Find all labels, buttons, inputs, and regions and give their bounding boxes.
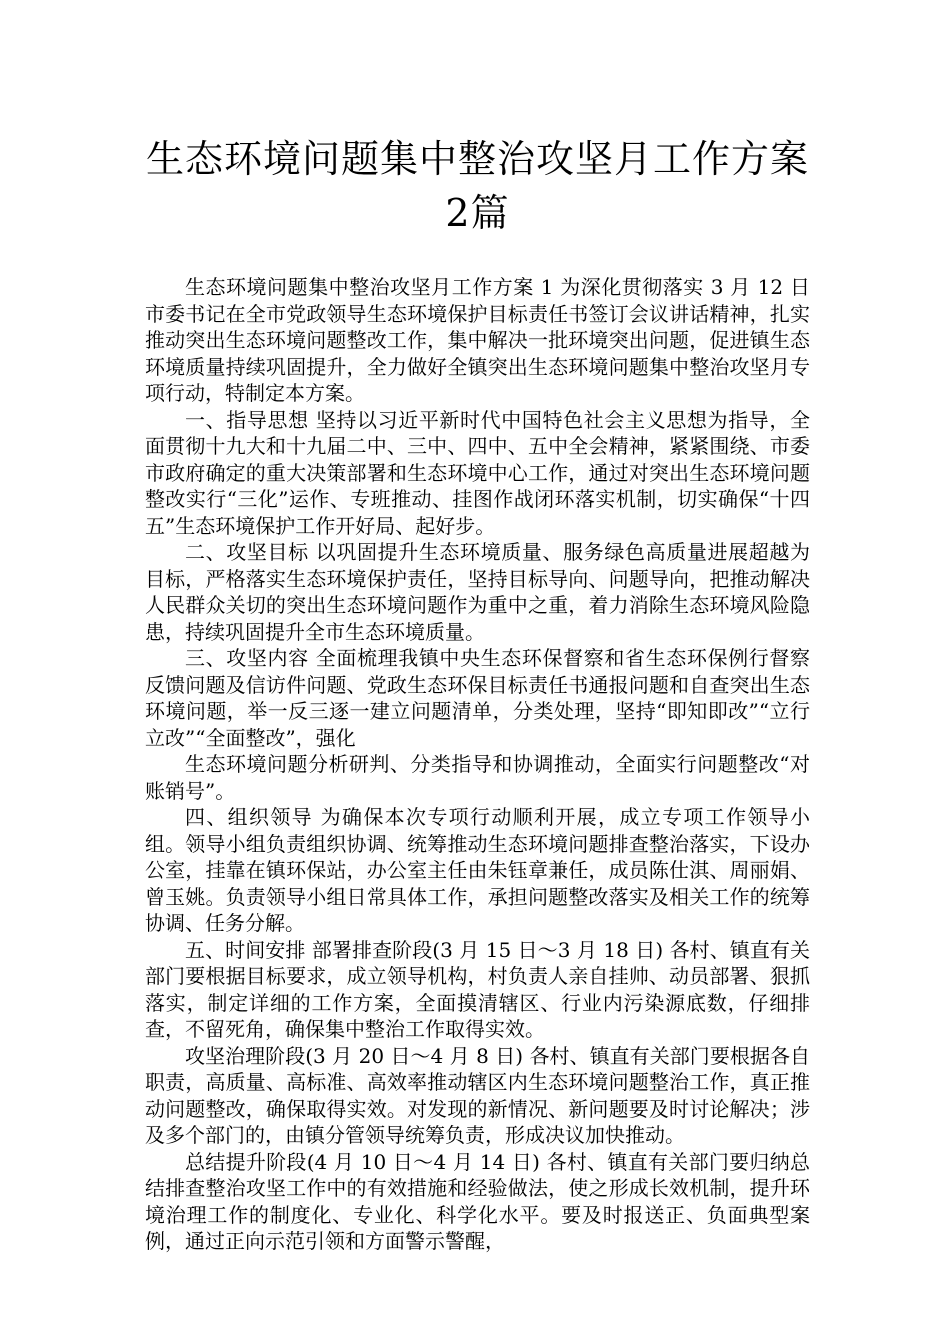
document-body [145, 274, 810, 1255]
paragraph-intro: 生态环境问题集中整治攻坚月工作方案 1 为深化贯彻落实 3 月 12 日市委书记在全市党政领导生态环境保护目标责任书签订会议讲话精神，扎实推动突出生态环境问题整改工作，集中解决一批环境突出问题，促进镇生态环境质量持续巩固提升，全力做好全镇突出生态环境问题集中整治攻坚月专项行动，特制定本方案。 [145, 275, 810, 405]
paragraph-schedule-summary: 总结提升阶段(4 月 10 日～4 月 14 日) 各村、镇直有关部门要归纳总结排查整治攻坚工作中的有效措施和经验做法，使之形成长效机制，提升环境治理工作的制度化、专业化、科学化水平。要及时报送正、负面典型案例，通过正向示范引领和方面警示警醒， [145, 1149, 810, 1253]
paragraph-schedule-governance: 攻坚治理阶段(3 月 20 日～4 月 8 日) 各村、镇直有关部门要根据各自职责，高质量、高标准、高效率推动辖区内生态环境问题整治工作，真正推动问题整改，确保取得实效。对发现的新情况、新问题要及时讨论解决；涉及多个部门的，由镇分管领导统筹负责，形成决议加快推动。 [145, 1043, 810, 1147]
paragraph-goals: 二、攻坚目标 以巩固提升生态环境质量、服务绿色高质量进展超越为目标，严格落实生态环境保护责任，坚持目标导向、问题导向，把推动解决人民群众关切的突出生态环境问题作为重中之重，着力消除生态环境风险隐患，持续巩固提升全市生态环境质量。 [145, 540, 810, 644]
paragraph-content: 三、攻坚内容 全面梳理我镇中央生态环保督察和省生态环保例行督察反馈问题及信访件问题、党政生态环保目标责任书通报问题和自查突出生态环境问题，举一反三逐一建立问题清单，分类处理，坚持“即知即改”“立行立改”“全面整改”，强化 [145, 646, 810, 750]
document-title: 生态环境问题集中整治攻坚月工作方案2篇 [145, 137, 809, 235]
paragraph-guiding-thought: 一、指导思想 坚持以习近平新时代中国特色社会主义思想为指导，全面贯彻十九大和十九届二中、三中、四中、五中全会精神，紧紧围绕、市委市政府确定的重大决策部署和生态环境中心工作，通过对突出生态环境问题整改实行“三化”运作、专班推动、挂图作战闭环落实机制，切实确保“十四五”生态环境保护工作开好局、起好步。 [145, 407, 810, 538]
paragraph-schedule-deployment: 五、时间安排 部署排查阶段(3 月 15 日～3 月 18 日) 各村、镇直有关部门要根据目标要求，成立领导机构，村负责人亲自挂帅、动员部署、狠抓落实，制定详细的工作方案，全面摸清辖区、行业内污染源底数，仔细排查，不留死角，确保集中整治工作取得实效。 [145, 937, 810, 1041]
paragraph-organization: 四、组织领导 为确保本次专项行动顺利开展，成立专项工作领导小组。领导小组负责组织协调、统筹推动生态环境问题排查整治落实，下设办公室，挂靠在镇环保站，办公室主任由朱钰章兼任，成员陈仕淇、周丽娟、曾玉姚。负责领导小组日常具体工作，承担问题整改落实及相关工作的统筹协调、任务分解。 [145, 805, 810, 935]
paragraph-content-continued: 生态环境问题分析研判、分类指导和协调推动，全面实行问题整改“对账销号”。 [145, 752, 810, 803]
